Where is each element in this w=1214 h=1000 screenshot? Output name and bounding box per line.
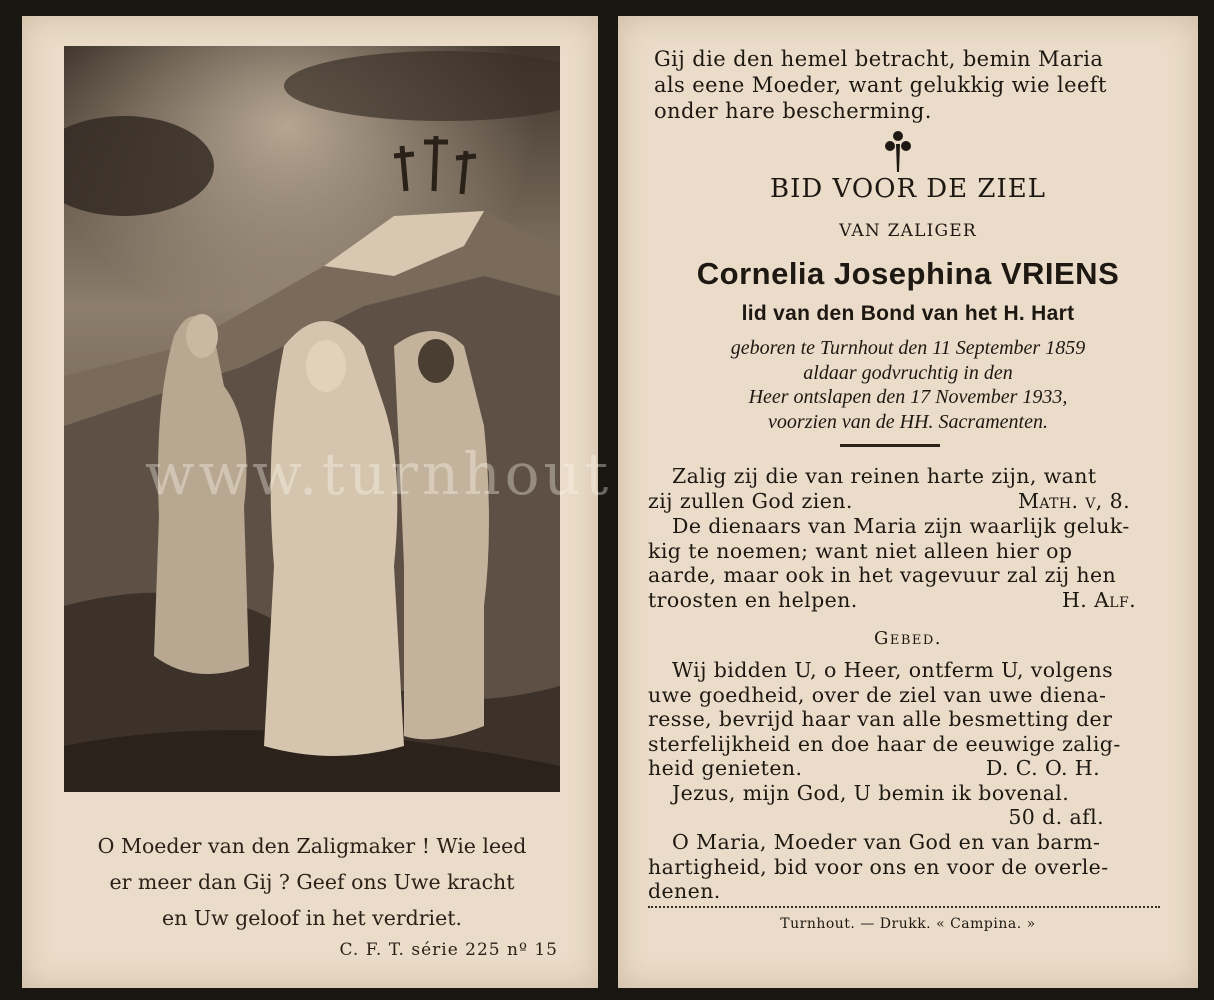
bio-line: geboren te Turnhout den 11 September 1859 (730, 337, 1086, 359)
prayer-line: heid genieten. (648, 756, 803, 780)
verse-source: H. Alf. (1061, 587, 1136, 612)
prayer-line: uwe goedheid, over de ziel van uwe diena- (648, 682, 1107, 707)
membership: lid van den Bond van het H. Hart (741, 302, 1075, 325)
three-marys-at-calvary-image (64, 46, 560, 792)
prayer-line: sterfelijkheid en doe haar de eeuwige zalig- (648, 731, 1121, 756)
cross-ornament-icon (878, 126, 918, 176)
right-card (618, 16, 1198, 988)
jezus-line: Jezus, mijn God, U bemin ik bovenal. (672, 780, 1070, 805)
heading: BID VOOR DE ZIEL (770, 174, 1046, 204)
series-number: C. F. T. série 225 nº 15 (339, 940, 558, 960)
subheading: VAN ZALIGER (839, 221, 977, 241)
invocation-line: denen. (648, 879, 721, 903)
caption (62, 828, 562, 936)
maria-invocation (648, 830, 1160, 904)
bio-line: voorzien van de HH. Sacramenten. (768, 410, 1048, 433)
intro-line: onder hare bescherming. (654, 99, 932, 123)
prayer-label: Gebed. (873, 628, 943, 649)
verse-line: De dienaars van Maria zijn waarlijk geluk- (672, 514, 1130, 538)
verse-line: troosten en helpen. (648, 587, 858, 612)
printer-credit: Turnhout. — Drukk. « Campina. » (780, 916, 1036, 932)
verse-line: kig te noemen; want niet alleen hier op (648, 538, 1073, 563)
deceased-name: Cornelia Josephina VRIENS (696, 256, 1120, 291)
indulgence: 50 d. afl. (1008, 805, 1104, 829)
verse-line: Zalig zij die van reinen harte zijn, want (672, 464, 1097, 488)
intro-line: als eene Moeder, want gelukkig wie leeft (654, 73, 1107, 97)
caption-line: O Moeder van den Zaligmaker ! Wie leed (97, 834, 527, 858)
bio-line: Heer ontslapen den 17 November 1933, (748, 386, 1068, 408)
verse-source: Math. v, 8. (1017, 488, 1130, 513)
invocation-line: O Maria, Moeder van God en van barm- (672, 830, 1101, 854)
intro-line: Gij die den hemel betracht, bemin Maria (654, 47, 1104, 71)
calvary-illustration (64, 46, 560, 792)
verse-maria (648, 514, 1160, 612)
prayer-line: Wij bidden U, o Heer, ontferm U, volgens (672, 658, 1114, 682)
bio-line: aldaar godvruchtig in den (803, 361, 1013, 384)
watermark: www.turnhout (145, 440, 613, 508)
dotted-divider (648, 906, 1160, 908)
biography (618, 336, 1198, 434)
prayer (648, 658, 1160, 830)
invocation-line: hartigheid, bid voor ons en voor de overle- (648, 854, 1109, 879)
caption-line: er meer dan Gij ? Geef ons Uwe kracht (109, 870, 515, 894)
verse-line: aarde, maar ook in het vagevuur zal zij hen (648, 563, 1117, 587)
left-card (22, 16, 598, 988)
caption-line: en Uw geloof in het verdriet. (161, 906, 463, 930)
verse-line: zij zullen God zien. (648, 488, 853, 513)
intro-verse (654, 46, 1144, 124)
verse-beatitude (648, 464, 1160, 513)
divider (840, 444, 940, 447)
prayer-source: D. C. O. H. (985, 756, 1100, 780)
prayer-line: resse, bevrijd haar van alle besmetting der (648, 707, 1113, 731)
